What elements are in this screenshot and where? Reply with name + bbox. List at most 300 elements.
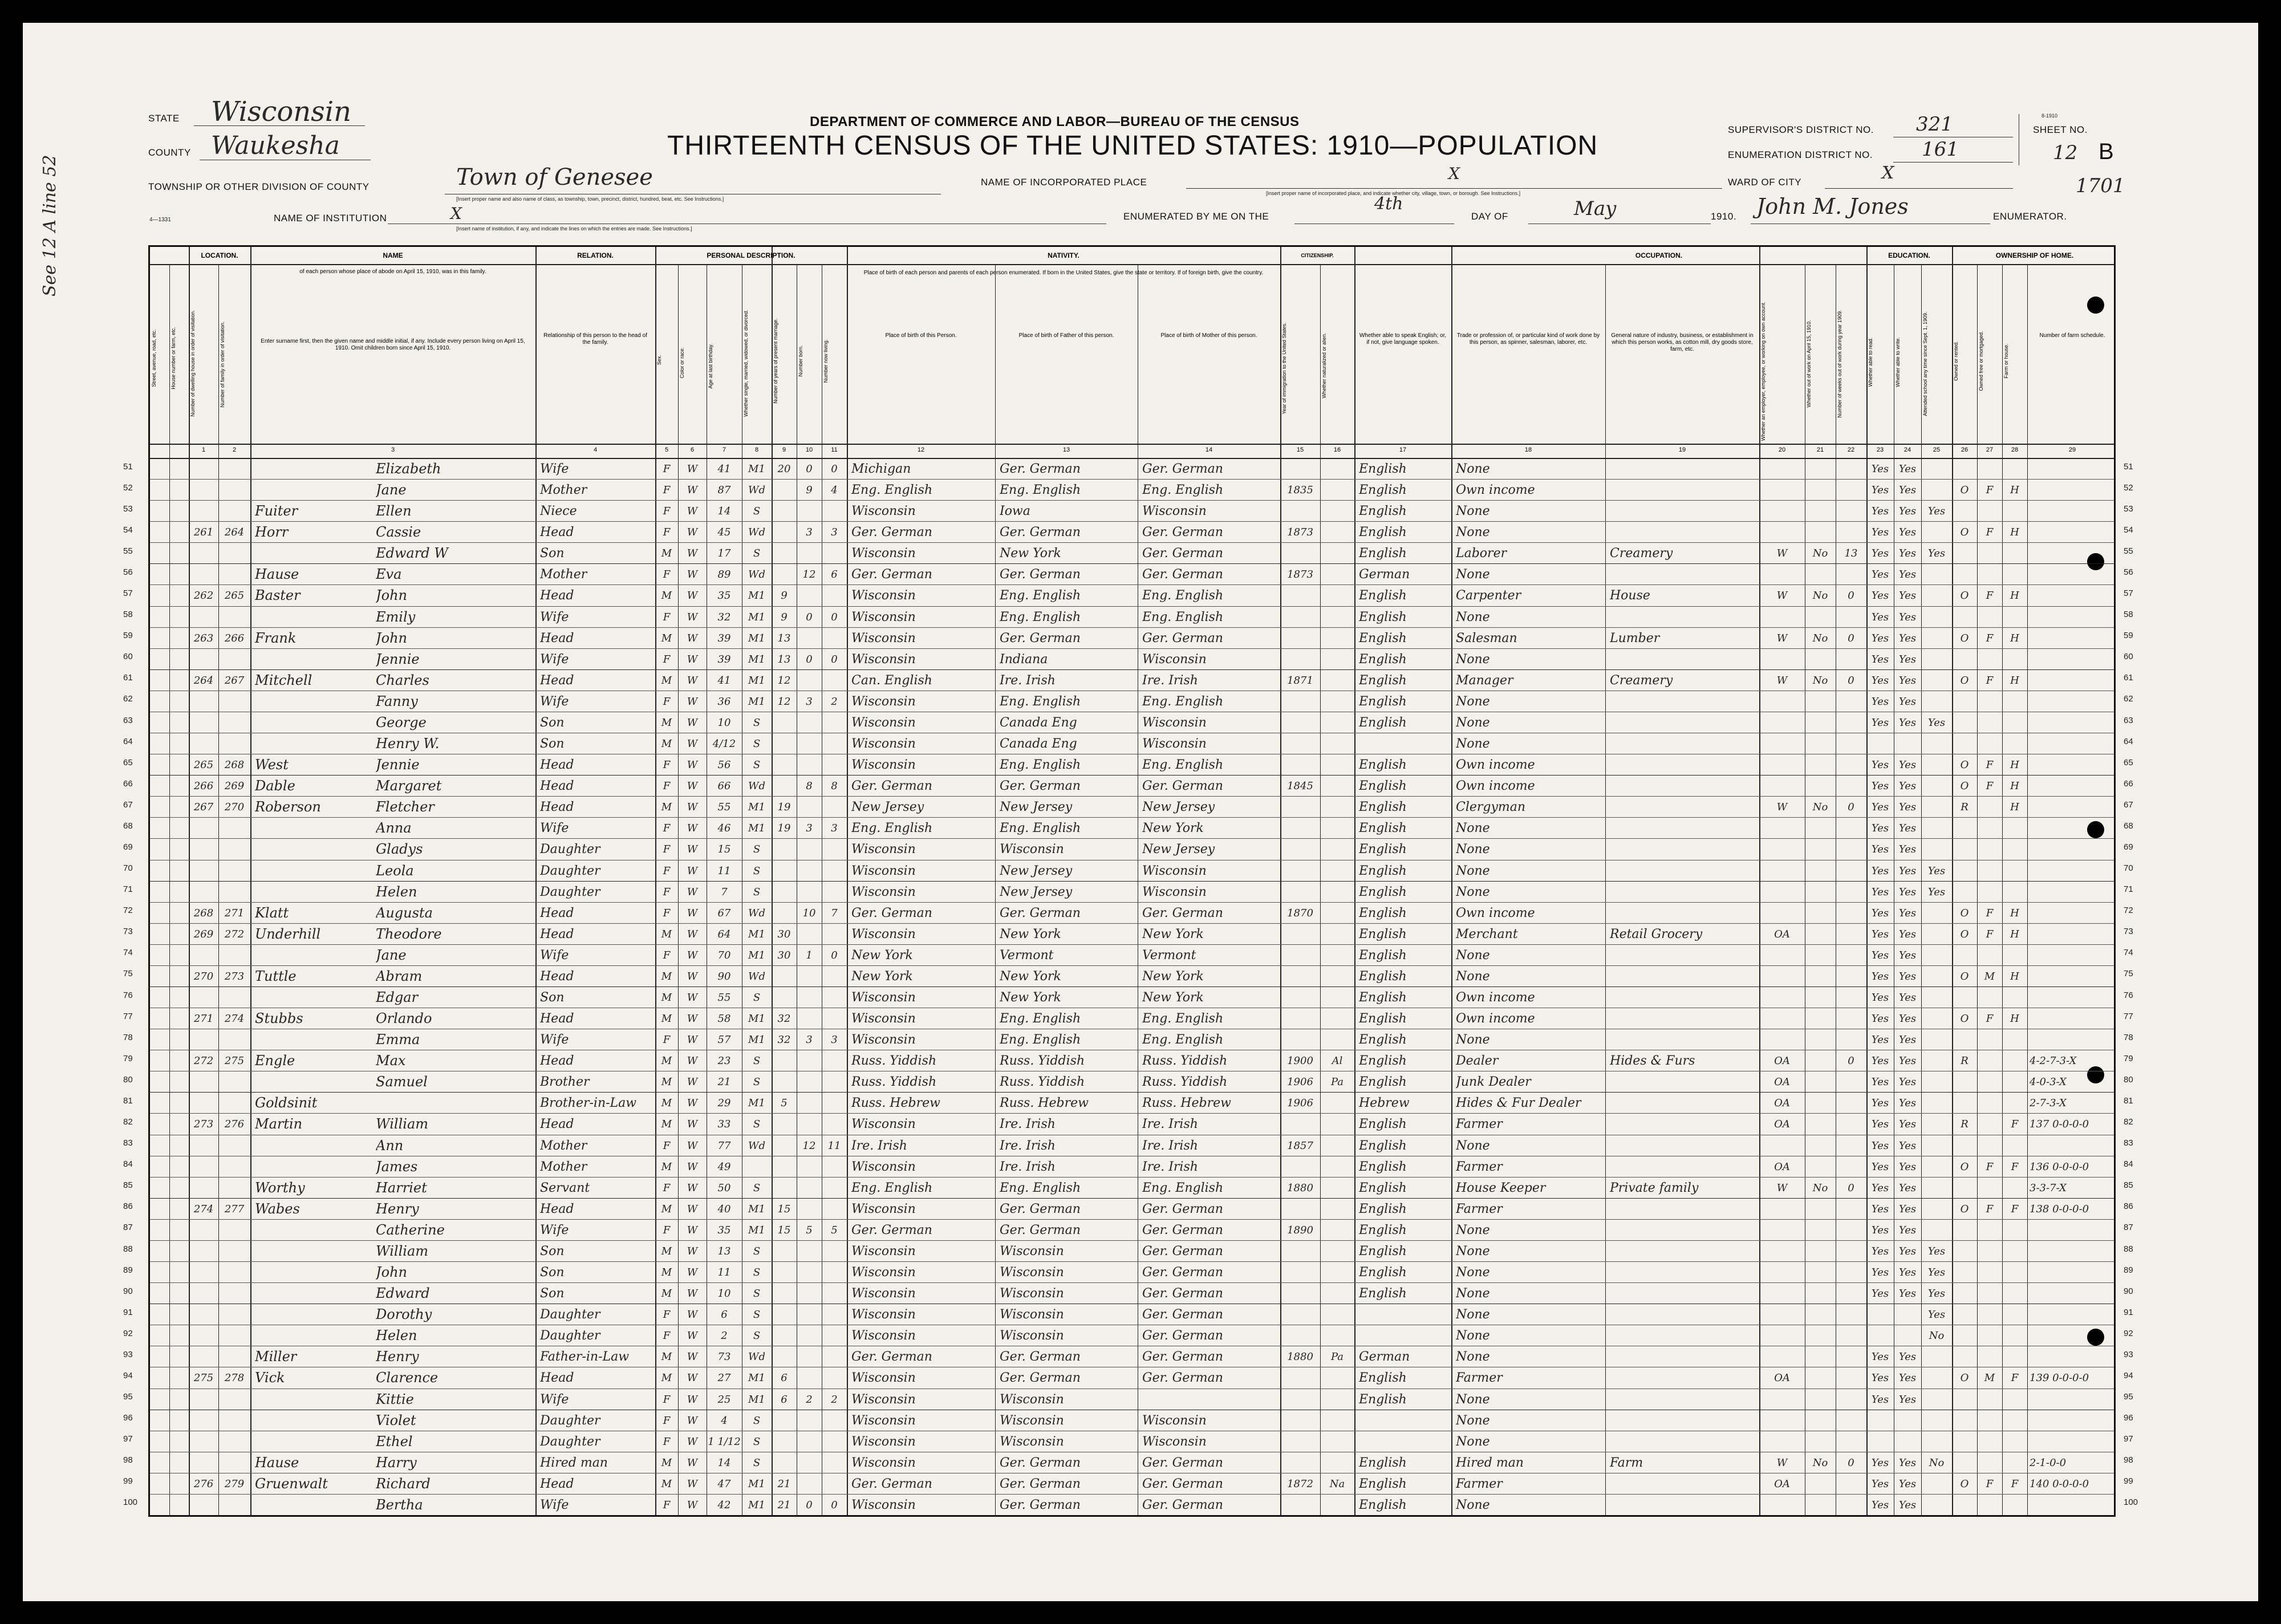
line-number: 51 [123,461,133,472]
cell-fh: H [2010,907,2019,919]
cell-sex: M [661,1097,672,1110]
cell-bp: Wisconsin [851,1329,916,1343]
cell-wr: Yes [1898,1372,1917,1385]
cell-own: O [1960,632,1969,644]
table-row [150,796,2114,817]
cell-rd: Yes [1871,590,1889,602]
cell-liv: 4 [831,484,838,497]
cell-bm: Eng. English [1142,483,1224,498]
cell-yrs: 30 [777,949,791,961]
line-number: 86 [123,1201,133,1212]
cell-bm: Ire. Irish [1142,1117,1198,1132]
cell-bm: New Jersey [1142,842,1215,857]
cell-rel: Daughter [540,842,600,857]
cell-ind: Hides & Furs [1610,1054,1695,1069]
line-number: 98 [123,1455,133,1465]
cell-age: 33 [717,1118,731,1131]
cell-wr: Yes [1898,970,1917,982]
cell-mar: S [753,505,761,518]
cell-rd: Yes [1871,801,1889,814]
cell-trade: None [1456,1392,1490,1407]
cell-wr: Yes [1898,1097,1917,1110]
cell-race: W [687,992,698,1004]
cell-ind: House [1610,588,1650,603]
cell-mar: M1 [748,1224,765,1236]
cell-liv: 7 [831,907,838,919]
cell-fam: 264 [224,526,245,539]
table-row [150,521,2114,542]
cell-fh: F [2011,1477,2019,1490]
column-header-mar: Whether single, married, widowed, or divorced. [743,310,749,417]
cell-given: John [376,587,407,604]
cell-bf: Ger. German [1000,1223,1081,1237]
cell-bm: Ger. German [1142,1350,1223,1365]
cell-trade: Manager [1456,673,1513,688]
cell-given: Harry [376,1454,417,1471]
cell-yrs: 32 [777,1034,791,1046]
line-number: 72 [2124,906,2133,916]
cell-race: W [687,1393,698,1406]
cell-surname: Hause [255,566,299,583]
cell-sex: M [661,1203,672,1215]
cell-bp: Michigan [851,462,911,476]
table-row [150,1240,2114,1261]
cell-bp: Wisconsin [851,1497,916,1512]
cell-sex: F [663,611,671,623]
cell-race: W [687,1203,698,1215]
column-number: 10 [805,446,813,453]
cell-wr: Yes [1898,1203,1917,1215]
county-label: COUNTY [148,147,191,158]
cell-given: Leola [376,862,414,879]
line-number: 76 [2124,990,2133,1000]
column-number: 19 [1678,446,1686,453]
cell-mar: M1 [748,1034,765,1046]
cell-age: 77 [717,1139,731,1152]
cell-sex: M [661,1055,672,1067]
column-header-age: Age at last birthday. [708,343,713,389]
line-number: 98 [2124,1455,2133,1465]
cell-surname: Gruenwalt [255,1475,328,1492]
table-row [150,1198,2114,1219]
cell-age: 13 [717,1245,731,1257]
cell-bf: Eng. English [1000,758,1081,773]
cell-bm: Ger. German [1142,1476,1223,1491]
cell-bm: Ger. German [1142,1497,1223,1512]
cell-bm: Eng. English [1142,588,1224,603]
cell-bp: Wisconsin [851,631,916,645]
cell-sex: F [663,1224,671,1236]
cell-race: W [687,1477,698,1490]
table-row [150,542,2114,563]
cell-wks: 0 [1848,674,1854,687]
cell-given: Jane [376,482,407,498]
cell-wr: Yes [1898,547,1917,560]
incorporated-value: X [1448,164,1460,183]
cell-bm: Ire. Irish [1142,673,1198,688]
column-header-imm: Year of immigration to the United States. [1281,322,1287,415]
cell-bm: Wisconsin [1142,652,1207,667]
cell-rel: Daughter [540,863,600,878]
cell-lang: German [1359,567,1410,582]
cell-race: W [687,801,698,814]
cell-surname: Klatt [255,904,289,921]
cell-bp: Can. English [851,673,932,688]
cell-given: Edgar [376,989,419,1005]
enumerated-day: 4th [1374,194,1403,214]
column-number: 3 [391,446,395,453]
cell-race: W [687,632,698,644]
cell-age: 55 [717,992,731,1004]
cell-rd: Yes [1871,843,1889,856]
column-header-own: Owned or rented. [1953,341,1959,381]
column-header-fh: Farm or house. [2003,343,2009,379]
cell-age: 4/12 [712,738,736,750]
cell-sch: Yes [1927,864,1946,877]
cell-fam: 270 [224,801,245,814]
cell-bp: Russ. Yiddish [851,1054,937,1069]
cell-trade: None [1456,715,1490,730]
cell-fam: 266 [224,632,245,644]
line-number: 58 [123,610,133,620]
cell-age: 23 [717,1055,731,1067]
cell-given: Fletcher [376,799,435,815]
day-of-label: DAY OF [1471,211,1508,222]
cell-rel: Daughter [540,1413,600,1428]
cell-surname: Worthy [255,1179,305,1196]
cell-mar: Wd [748,526,766,539]
cell-emp: OA [1774,1160,1790,1173]
cell-bm: Ire. Irish [1142,1138,1198,1153]
group-heading: NAME [383,251,403,259]
cell-rd: Yes [1871,886,1889,898]
group-heading: NATIVITY. [1048,251,1079,259]
cell-wr: Yes [1898,1055,1917,1067]
cell-age: 32 [717,611,731,623]
cell-emp: OA [1774,1076,1790,1089]
cell-bm: Eng. English [1142,758,1224,773]
cell-rd: Yes [1871,907,1889,919]
cell-sex: M [661,547,672,560]
cell-bp: Wisconsin [851,1413,916,1428]
table-row [150,1113,2114,1134]
cell-given: Helen [376,883,417,900]
cell-dw: 267 [193,801,214,814]
institution-label: NAME OF INSTITUTION [274,213,387,224]
cell-fh: H [2010,674,2019,687]
cell-bm: Ger. German [1142,1455,1223,1470]
cell-rel: Mother [540,1138,587,1153]
cell-dw: 268 [193,907,214,919]
cell-bf: Ire. Irish [1000,1117,1056,1132]
cell-free: F [1986,928,1994,940]
cell-surname: Engle [255,1053,295,1069]
column-number: 12 [917,446,925,453]
line-number: 78 [123,1032,133,1042]
cell-sex: M [661,1266,672,1279]
cell-trade: Dealer [1456,1054,1499,1069]
cell-liv: 0 [831,949,838,961]
table-row [150,1050,2114,1071]
cell-rel: Head [540,631,574,645]
cell-lang: English [1359,588,1407,603]
cell-bf: Wisconsin [1000,1434,1064,1449]
cell-race: W [687,1076,698,1089]
cell-yrs: 15 [777,1203,791,1215]
cell-bp: Ger. German [851,906,932,920]
cell-sex: F [663,463,671,475]
table-row [150,923,2114,944]
line-number: 54 [2124,525,2133,535]
table-row [150,1219,2114,1240]
group-heading: RELATION. [577,251,614,259]
table-row [150,1304,2114,1325]
cell-wr: Yes [1898,1393,1917,1406]
line-number: 61 [2124,673,2133,683]
incorporated-label: NAME OF INCORPORATED PLACE [981,177,1147,188]
cell-own: R [1961,801,1969,814]
group-heading [1354,247,1451,264]
cell-lang: English [1359,610,1407,624]
column-number: 1 [201,446,206,453]
cell-age: 41 [717,674,731,687]
line-number: 54 [123,525,133,535]
cell-race: W [687,674,698,687]
line-number: 53 [123,504,133,514]
cell-bf: Russ. Yiddish [1000,1075,1085,1090]
line-number: 97 [123,1434,133,1444]
cell-sex: F [663,1435,671,1448]
cell-bf: Eng. English [1000,1033,1081,1048]
cell-age: 4 [721,1414,728,1427]
cell-rd: Yes [1871,1456,1889,1469]
cell-liv: 6 [831,569,838,581]
cell-rd: Yes [1871,1477,1889,1490]
cell-bf: New Jersey [1000,884,1073,899]
enumeration-value: 161 [1922,138,1959,161]
cell-rel: Head [540,1054,574,1069]
cell-sex: F [663,1309,671,1321]
column-number: 26 [1961,446,1969,453]
cell-fh: F [2011,1203,2019,1215]
cell-race: W [687,1288,698,1300]
cell-dw: 270 [193,970,214,982]
cell-free: F [1986,780,1994,793]
cell-race: W [687,463,698,475]
cell-rel: Son [540,1286,565,1301]
cell-age: 47 [717,1477,731,1490]
cell-given: William [376,1243,429,1259]
table-row [150,902,2114,923]
table-row [150,1177,2114,1198]
cell-free: M [1984,970,1995,982]
line-number: 94 [2124,1370,2133,1381]
column-number: 16 [1333,446,1341,453]
cell-rel: Mother [540,1159,587,1174]
cell-trade: None [1456,462,1490,476]
cell-age: 87 [717,484,731,497]
cell-imm: 1880 [1287,1182,1313,1194]
cell-rel: Mother [540,567,587,582]
cell-lang: English [1359,1244,1407,1258]
cell-bm: Ger. German [1142,1223,1223,1237]
cell-trade: Hides & Fur Dealer [1456,1096,1581,1111]
cell-surname: Martin [255,1116,303,1132]
cell-surname: Goldsinit [255,1095,318,1111]
sheet-stamp: 1701 [2076,174,2125,197]
cell-born: 3 [806,695,813,708]
cell-rel: Niece [540,504,577,519]
cell-wks: 0 [1848,590,1854,602]
cell-bm: Ger. German [1142,1201,1223,1216]
group-heading: PERSONAL DESCRIPTION. [707,251,795,259]
line-number: 60 [123,652,133,662]
column-number: 23 [1876,446,1884,453]
department-line: DEPARTMENT OF COMMERCE AND LABOR—BUREAU OF THE CENSUS [810,114,1300,129]
cell-race: W [687,1351,698,1363]
cell-lang: English [1359,694,1407,709]
line-number: 81 [2124,1095,2133,1106]
line-number: 84 [2124,1159,2133,1170]
column-number: 21 [1816,446,1824,453]
cell-ind: Farm [1610,1455,1643,1470]
cell-bm: Ger. German [1142,525,1223,540]
table-row [150,986,2114,1008]
cell-rel: Father-in-Law [540,1350,630,1365]
cell-sched: 4-0-3-X [2030,1076,2067,1089]
cell-bp: Wisconsin [851,715,916,730]
cell-wr: Yes [1898,1351,1917,1363]
cell-free: F [1986,907,1994,919]
table-row [150,1282,2114,1304]
line-number: 77 [2124,1011,2133,1021]
cell-mar: S [753,716,761,729]
cell-bp: Wisconsin [851,1159,916,1174]
enumerated-month: May [1574,197,1617,220]
cell-own: O [1960,907,1969,919]
cell-given: Jennie [376,757,420,773]
cell-fh: H [2010,970,2019,982]
cell-age: 46 [717,822,731,835]
cell-liv: 11 [827,1139,841,1152]
line-number: 83 [2124,1138,2133,1148]
cell-sched: 3-3-7-X [2030,1182,2067,1194]
cell-rel: Wife [540,652,569,667]
column-header-trade: Trade or profession of, or particular kind of work done by this person, as spinner, salesman, laborer, etc. [1456,332,1600,346]
cell-own: O [1960,759,1969,772]
cell-wr: Yes [1898,801,1917,814]
cell-lang: English [1359,1054,1407,1069]
cell-nat: Pa [1330,1351,1344,1363]
cell-sex: M [661,801,672,814]
cell-bf: New York [1000,546,1061,561]
cell-fh: F [2011,1160,2019,1173]
group-heading: OWNERSHIP OF HOME. [1995,251,2074,259]
cell-bp: Eng. English [851,1180,933,1195]
cell-yrs: 13 [777,653,791,665]
cell-free: M [1984,1372,1995,1385]
cell-mar: Wd [748,780,766,793]
cell-bf: Canada Eng [1000,737,1077,752]
cell-given: Gladys [376,841,423,858]
line-number: 52 [123,482,133,493]
cell-rel: Head [540,1371,574,1386]
cell-bp: Eng. English [851,821,933,836]
cell-trade: Farmer [1456,1201,1503,1216]
cell-lang: English [1359,927,1407,941]
cell-bp: Ger. German [851,779,932,794]
cell-imm: 1872 [1287,1477,1313,1490]
cell-bm: Ger. German [1142,546,1223,561]
cell-trade: None [1456,948,1490,963]
cell-rd: Yes [1871,992,1889,1004]
column-note-name_sub: Enter surname first, then the given name and middle initial, if any. Include every person living on April 15, 1910. Omit children born since April 15, 1910. [261,338,525,351]
cell-bp: Wisconsin [851,1117,916,1132]
line-number: 93 [2124,1349,2133,1359]
cell-born: 10 [802,907,816,919]
cell-free: F [1986,1160,1994,1173]
cell-trade: Own income [1456,990,1535,1005]
column-number: 4 [593,446,598,453]
column-number: 18 [1524,446,1532,453]
column-note-nativity_note: Place of birth of each person and parents of each person enumerated. If born in the United States, give the state or territory. If of foreign birth, give the country. [863,270,1264,276]
cell-yrs: 32 [777,1013,791,1025]
cell-trade: None [1456,737,1490,752]
line-number: 57 [2124,588,2133,599]
cell-age: 89 [717,569,731,581]
cell-sex: F [663,1499,671,1511]
cell-race: W [687,1034,698,1046]
cell-sch: Yes [1927,1309,1946,1321]
cell-wr: Yes [1898,716,1917,729]
cell-free: F [1986,1013,1994,1025]
cell-wr: Yes [1898,1224,1917,1236]
cell-sex: F [663,526,671,539]
cell-race: W [687,590,698,602]
cell-bp: New York [851,969,913,984]
cell-wr: Yes [1898,907,1917,919]
cell-wr: Yes [1898,1076,1917,1089]
line-number: 63 [2124,715,2133,725]
column-header-race: Color or race. [679,347,685,379]
cell-lang: English [1359,673,1407,688]
cell-surname: Underhill [255,925,321,942]
table-row [150,669,2114,691]
line-number: 70 [123,863,133,874]
cell-race: W [687,505,698,518]
cell-trade: None [1456,1413,1490,1428]
cell-own: O [1960,928,1969,940]
cell-free: F [1986,526,1994,539]
cell-sex: F [663,1034,671,1046]
line-number: 74 [2124,948,2133,958]
cell-trade: Farmer [1456,1117,1503,1132]
cell-trade: Salesman [1456,631,1517,645]
cell-age: 35 [717,1224,731,1236]
cell-bf: Eng. English [1000,588,1081,603]
cell-mar: S [753,738,761,750]
column-header-dw: Number of dwelling house in order of visitation. [190,310,196,417]
cell-mar: S [753,1309,761,1321]
cell-wr: Yes [1898,886,1917,898]
cell-oow: No [1812,801,1828,814]
line-number: 55 [123,546,133,556]
cell-bm: Ger. German [1142,779,1223,794]
cell-trade: None [1456,1497,1490,1512]
cell-own: O [1960,970,1969,982]
table-row [150,479,2114,500]
cell-race: W [687,1245,698,1257]
